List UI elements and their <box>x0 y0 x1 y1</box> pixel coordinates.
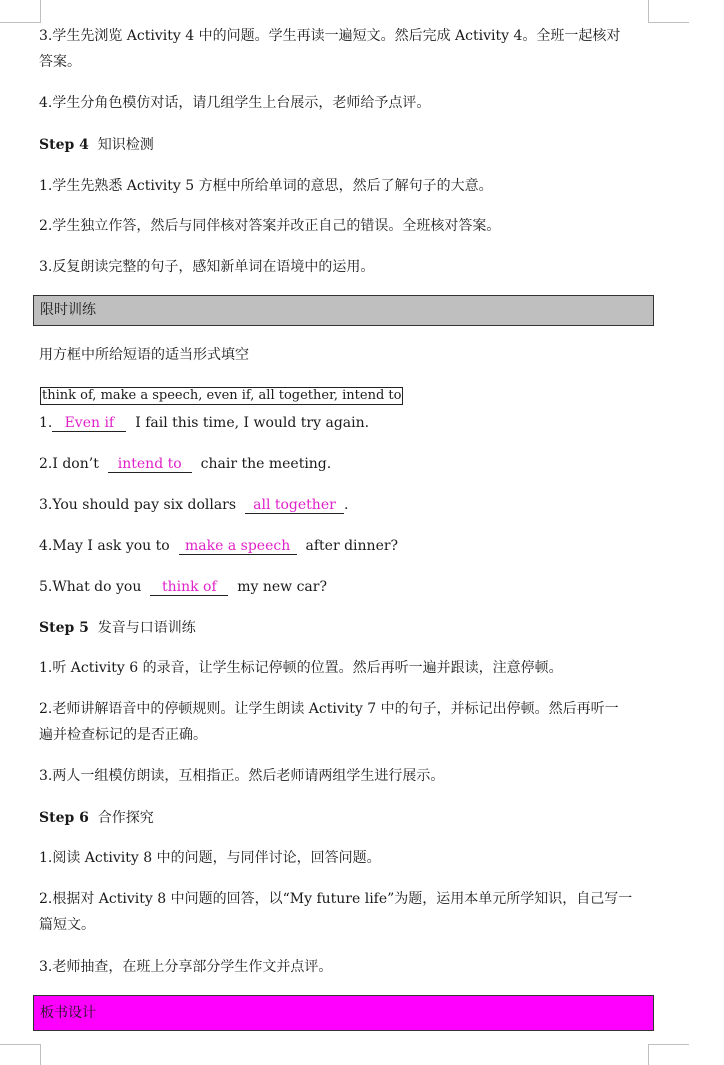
step5-item2-line1: 2.老师讲解语音中的停顿规则。让学生朗读 Activity 7 中的句子，并标记出停顿。然后再听一 <box>39 701 619 717</box>
question-1-answer: Even if <box>52 415 126 432</box>
crop-mark-top-left <box>0 0 41 23</box>
step5-heading-title: 发音与口语训练 <box>97 620 196 636</box>
step5-item2-line2: 遍并检查标记的是否正确。 <box>39 727 207 743</box>
question-4-answer: make a speech <box>179 538 297 555</box>
step6-heading <box>39 809 154 827</box>
question-2-answer: intend to <box>108 456 192 473</box>
board-design-header: 板书设计 <box>33 995 654 1031</box>
question-5-after: my new car? <box>237 579 327 595</box>
question-1-before: 1. <box>39 415 53 431</box>
step4-heading-prefix: Step 4 <box>39 137 89 153</box>
question-4 <box>39 537 398 555</box>
crop-mark-bottom-right <box>648 1044 689 1065</box>
question-2 <box>39 455 331 473</box>
question-3-before: 3.You should pay six dollars <box>39 497 237 513</box>
step6-heading-prefix: Step 6 <box>39 810 89 826</box>
step4-item-3: 3.反复朗读完整的句子，感知新单词在语境中的运用。 <box>39 259 375 275</box>
step6-item2-line2: 篇短文。 <box>39 917 95 933</box>
step5-heading-prefix: Step 5 <box>39 620 89 636</box>
question-2-after: chair the meeting. <box>200 456 332 472</box>
timed-training-header: 限时训练 <box>33 295 654 326</box>
question-5-answer: think of <box>150 579 228 596</box>
crop-mark-bottom-left <box>0 1044 41 1065</box>
question-3-answer: all together <box>245 497 344 514</box>
question-4-before: 4.May I ask you to <box>39 538 170 554</box>
step6-item2-line1: 2.根据对 Activity 8 中问题的回答，以“My future life”为题，运用本单元所学知识，自己写一 <box>39 891 633 907</box>
question-1 <box>39 414 369 432</box>
step3-item3-line1: 3.学生先浏览 Activity 4 中的问题。学生再读一遍短文。然后完成 Activity 4。全班一起核对 <box>39 28 621 44</box>
step4-item-2: 2.学生独立作答，然后与同伴核对答案并改正自己的错误。全班核对答案。 <box>39 218 501 234</box>
question-3 <box>39 496 348 514</box>
step6-item1: 1.阅读 Activity 8 中的问题，与同伴讨论，回答问题。 <box>39 850 381 866</box>
question-3-after: . <box>343 497 349 513</box>
step3-item4: 4.学生分角色模仿对话，请几组学生上台展示，老师给予点评。 <box>39 95 431 111</box>
question-5-before: 5.What do you <box>39 579 142 595</box>
question-2-before: 2.I don’t <box>39 456 99 472</box>
question-4-after: after dinner? <box>305 538 399 554</box>
step6-item3: 3.老师抽查，在班上分享部分学生作文并点评。 <box>39 959 333 975</box>
step3-item3-line2: 答案。 <box>39 54 81 70</box>
step5-item3: 3.两人一组模仿朗读，互相指正。然后老师请两组学生进行展示。 <box>39 768 445 784</box>
step6-heading-title: 合作探究 <box>97 810 154 826</box>
step5-item1: 1.听 Activity 6 的录音，让学生标记停顿的位置。然后再听一遍并跟读，注意停顿。 <box>39 660 563 676</box>
step4-heading-title: 知识检测 <box>97 137 154 153</box>
step4-heading <box>39 136 154 154</box>
timed-training-instruction: 用方框中所给短语的适当形式填空 <box>39 347 249 363</box>
question-1-after: I fail this time, I would try again. <box>135 415 370 431</box>
step4-item-1: 1.学生先熟悉 Activity 5 方框中所给单词的意思，然后了解句子的大意。 <box>39 178 493 194</box>
step5-heading <box>39 619 196 637</box>
phrase-box: think of, make a speech, even if, all together, intend to <box>42 388 402 403</box>
crop-mark-top-right <box>648 0 689 23</box>
question-5 <box>39 578 327 596</box>
